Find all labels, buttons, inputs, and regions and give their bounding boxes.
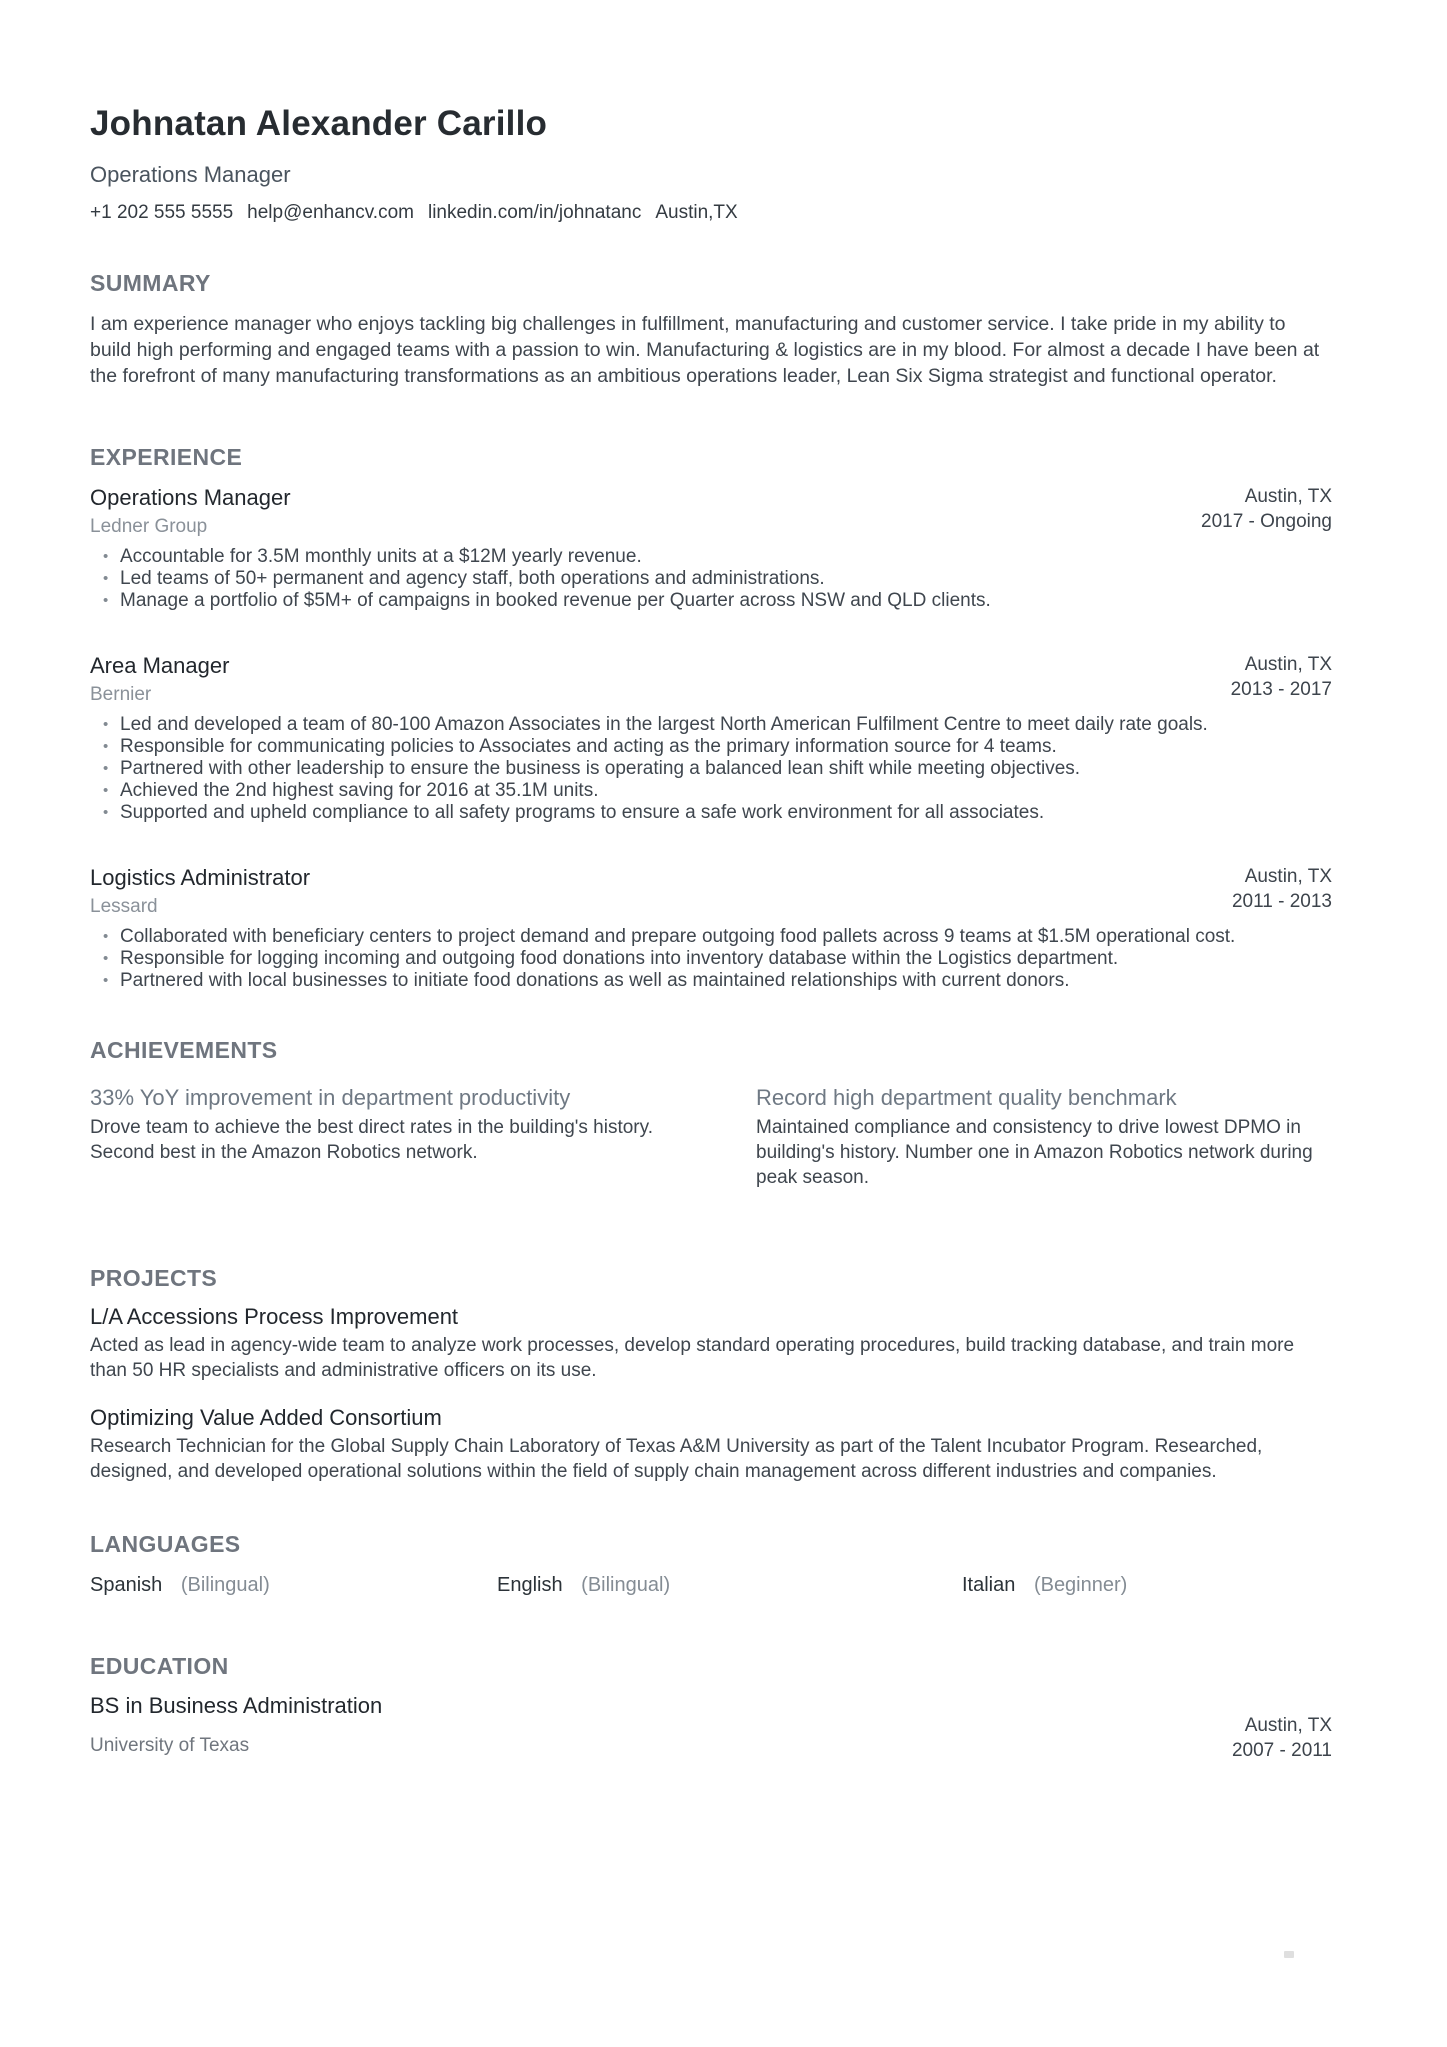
project-description: Acted as lead in agency-wide team to analyze work processes, develop standard operating procedures, build tracking database, and train more than 50 HR specialists and administrative officers on its use. [90,1335,1295,1381]
language-level: (Bilingual) [180,1574,270,1596]
job-company: Ledner Group [90,516,208,537]
location-text: Austin,TX [655,202,738,223]
achievement-item [90,1084,710,1190]
job-bullet: • Supported and upheld compliance to all safety programs to ensure a safe work environment for all associates. [90,802,1332,824]
job-dates: 2013 - 2017 [1230,679,1332,700]
contact-row [90,201,1332,225]
candidate-headline: Operations Manager [90,162,291,187]
education-heading: EDUCATION [90,1653,229,1679]
job-meta [1201,484,1332,534]
education-location: Austin, TX [1244,1715,1332,1736]
job-entry [90,864,1332,992]
job-title: Operations Manager [90,485,291,510]
job-company: Lessard [90,896,158,917]
job-bullet: • Led and developed a team of 80-100 Amazon Associates in the largest North American Fulfilment Centre to meet daily rate goals. [90,714,1332,736]
section-education [90,1652,1332,1763]
achievement-item [756,1084,1332,1190]
section-experience [90,443,1332,992]
languages-row [90,1573,1332,1598]
job-bullet: • Responsible for logging incoming and outgoing food donations into inventory database within the Logistics department. [90,948,1332,970]
language-name: English [497,1574,563,1596]
job-dates: 2017 - Ongoing [1201,511,1332,532]
job-header [90,864,1332,919]
education-dates: 2007 - 2011 [1231,1740,1332,1761]
job-bullet: • Collaborated with beneficiary centers to project demand and prepare outgoing food pallets across 9 teams at $1.5M operational cost. [90,926,1332,948]
job-bullet: • Led teams of 50+ permanent and agency staff, both operations and administrations. [90,568,1332,590]
summary-text: I am experience manager who enjoys tackling big challenges in fulfillment, manufacturing and customer service. I take pride in my ability to build high performing and engaged teams with a passion to win. Manufacturing & logistics are in my blood. For almost a decade I have been at the forefront of many manufacturing transformations as an ambitious operations leader, Lean Six Sigma strategist and functional operator. [90,313,1320,387]
education-school: University of Texas [90,1735,250,1756]
job-meta [1232,864,1332,914]
job-location: Austin, TX [1244,654,1332,675]
project-entry [90,1303,1332,1383]
language-name: Italian [962,1574,1016,1596]
language-item [962,1573,1332,1598]
achievement-description: Drove team to achieve the best direct rates in the building's history. Second best in the Amazon Robotics network. [90,1117,654,1163]
language-level: (Bilingual) [581,1574,671,1596]
job-title: Logistics Administrator [90,865,311,890]
language-name: Spanish [90,1574,163,1596]
project-title: Optimizing Value Added Consortium [90,1405,442,1430]
projects-heading: PROJECTS [90,1265,218,1291]
project-description: Research Technician for the Global Supply Chain Laboratory of Texas A&M University as part of the Talent Incubator Program. Researched, designed, and developed operational solutions within the field of supply chain management across different industries and companies. [90,1436,1263,1482]
job-entry [90,484,1332,612]
project-title: L/A Accessions Process Improvement [90,1304,459,1329]
job-entry [90,652,1332,824]
job-dates: 2011 - 2013 [1231,891,1332,912]
job-bullet-list [90,546,1332,612]
job-bullet: • Achieved the 2nd highest saving for 2016 at 35.1M units. [90,780,1332,802]
job-meta [1231,652,1332,702]
job-location: Austin, TX [1244,866,1332,887]
achievement-title: 33% YoY improvement in department productivity [90,1085,571,1110]
job-bullet: • Manage a portfolio of $5M+ of campaigns in booked revenue per Quarter across NSW and QLD clients. [90,590,1332,612]
email-link[interactable]: help@enhancv.com [247,202,414,223]
education-meta [1232,1692,1332,1763]
job-bullet: • Responsible for communicating policies to Associates and acting as the primary information source for 4 teams. [90,736,1332,758]
phone-number: +1 202 555 5555 [90,202,234,223]
experience-heading: EXPERIENCE [90,444,243,470]
job-bullet: • Partnered with other leadership to ensure the business is operating a balanced lean shift while meeting objectives. [90,758,1332,780]
project-entry [90,1404,1332,1484]
resume-header [90,103,1332,225]
linkedin-link[interactable]: linkedin.com/in/johnatanc [427,202,642,223]
job-location: Austin, TX [1244,486,1332,507]
section-summary [90,269,1332,389]
languages-heading: LANGUAGES [90,1531,241,1557]
job-bullet-list [90,926,1332,992]
job-bullet: • Accountable for 3.5M monthly units at a $12M yearly revenue. [90,546,1332,568]
section-achievements [90,1036,1332,1190]
achievements-heading: ACHIEVEMENTS [90,1037,278,1063]
achievements-grid [90,1084,1332,1190]
summary-heading: SUMMARY [90,270,211,296]
language-level: (Beginner) [1033,1574,1128,1596]
job-bullet: • Partnered with local businesses to initiate food donations as well as maintained relationships with current donors. [90,970,1332,992]
page-artifact [1284,1951,1294,1958]
achievement-description: Maintained compliance and consistency to drive lowest DPMO in building's history. Number one in Amazon Robotics network during peak season. [756,1117,1313,1188]
job-header [90,652,1332,707]
job-bullet-list [90,714,1332,824]
job-title: Area Manager [90,653,230,678]
job-header [90,484,1332,539]
language-item [90,1573,497,1598]
job-company: Bernier [90,684,152,705]
language-item [497,1573,962,1598]
section-projects [90,1264,1332,1484]
candidate-name: Johnatan Alexander Carillo [90,104,548,143]
education-degree: BS in Business Administration [90,1693,383,1718]
section-languages [90,1530,1332,1598]
education-entry [90,1692,1332,1763]
achievement-title: Record high department quality benchmark [756,1085,1177,1110]
